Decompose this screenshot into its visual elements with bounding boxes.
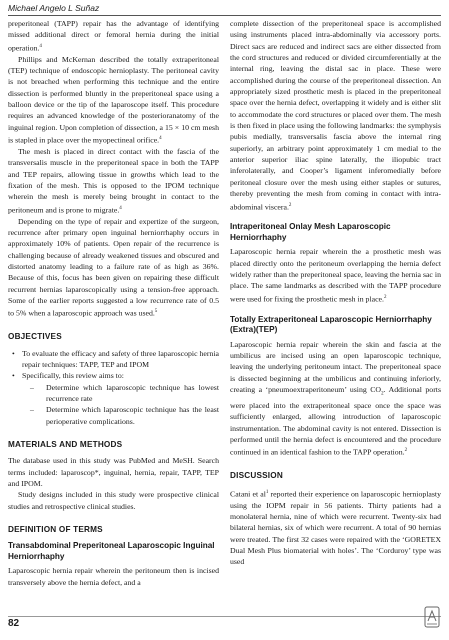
page-number: 82 <box>8 618 20 629</box>
sub-objectives-list <box>22 382 219 427</box>
header-rule <box>8 15 441 16</box>
paragraph: Laparoscopic hernia repair wherein the peritoneum then is incised transversely above the hernia defect, and a <box>8 566 219 587</box>
publisher-logo-icon <box>424 606 440 628</box>
methods-heading: MATERIALS AND METHODS <box>8 440 123 450</box>
list-item: • To evaluate the efficacy and safety of three laparoscopic hernia repair techniques: TAPP, TEP and IPOM <box>22 348 219 371</box>
definition-heading: DEFINITION OF TERMS <box>8 525 103 535</box>
ipom-subheading: Intraperitoneal Onlay Mesh Laparoscopic Herniorrhaphy <box>230 222 391 242</box>
discussion-heading: DISCUSSION <box>230 471 283 481</box>
list-item: – Determine which laparoscopic technique has the least perioperative complications. <box>46 404 219 427</box>
tapp-subheading: Transabdominal Preperitoneal Laparoscopic Inguinal Herniorrhaphy <box>8 541 215 561</box>
paragraph: Laparoscopic hernia repair wherein the skin and fascia at the umbilicus are incised using an open laparoscopic technique, leaving the underlying peritoneum intact. The preperitoneal space is dissected beginning at the umbilicus and continuing inferiorly, creating a ‘pneumoextraperitoneum’ using $CO_2$. Additional ports were placed into the extraperitoneal space once the space was sufficiently enlarged, allowing introduction of laparoscopic instrumentation. The abdominal cavity is not entered. Dissection is performed until the hernia defect is encountered and the procedure continued in an identical fashion to the TAPP operation.$^2$ <box>230 339 441 457</box>
paragraph: Depending on the type of repair and expertize of the surgeon, recurrence after primary open inguinal herniorrhaphy occurs in approximately 10% of patients. Open repair of the recurrence is challenging because of already weakened tissues and obscured and distorted anatomy leading to a failure rate of as high as 36%. Because of this, focus has been given on repairing these difficult recurrent hernias laparoscopically using a tension-free approach. Some of the earlier reports suggested a low recurrence rate of 0.5 to 5% when a laparoscopic approach was used.$^5$ <box>8 216 219 318</box>
list-item: – Determine which laparoscopic technique has lowest recurrence rate <box>46 382 219 405</box>
paragraph: The database used in this study was PubMed and MeSH. Search terms included: laparoscop*, inguinal, hernia, repair, TAPP, TEP and IPOM. <box>8 456 219 489</box>
running-header-author: Michael Angelo L Suñaz <box>8 3 100 13</box>
paragraph: complete dissection of the preperitoneal space is accomplished using instruments placed intra-abdominally via accessory ports. Direct sacs are reduced and indirect sacs are either dissected from the cord structures and reduced or divided circumferentially at the internal ring, leaving the distal sac in place. These were accomplished during the course of the preperitoneal dissection. An appropriately sized prosthetic mesh is placed in the preperitoneal space over the hernia defect, overlapping it widely and is either slit to accommodate the cord structures or placed over them. The mesh is then fixed in place using the following landmarks: the symphysis pubis medially, transversalis fascia above the internal ring superiorly, an arbitrary point approximately 1 cm medial to the anterior superior iliac spine laterally, the iliopubic tract inferolaterally, and Cooper’s ligament inferomedially before peritoneal closure over the mesh using either staples or sutures, thereby preventing the mesh from coming in contact with intra-abdominal viscera.$^2$ <box>230 19 441 212</box>
objectives-heading: OBJECTIVES <box>8 332 62 342</box>
right-column <box>230 18 441 568</box>
paragraph: Phillips and McKernan described the totally extraperitoneal (TEP) technique of endoscopic hernioplasty. The peritoneal cavity is not breached when performing this technique and the entire dissection is performed bluntly in the preperitoneal space using a balloon device or the tip of the laparoscope itself. This procedure requires an advanced knowledge of the posterioranatomy of the inguinal region. Upon completion of dissection, a 15 × 10 cm mesh is stapled in place over the myopectineal orifice.$^4$ <box>8 54 219 145</box>
left-column <box>8 18 219 588</box>
paragraph: Catani et $al^1$ reported their experience on laparoscopic hernioplasty using the IOPM repair in 56 patients. Thirty patients had a monolateral hernia, nine of which were recurrent. Twenty-six had bilateral hernias, six of which were recurrent. A total of 90 hernias were treated. The first 32 cases were repaired with the ‘GORETEX Dual Mesh Plus biomaterial with holes’. The ‘Corduroy’ type was used <box>230 489 441 567</box>
paragraph: preperitoneal (TAPP) repair has the advantage of identifying missed additional direct or femoral hernia during the initial operation.$^4$ <box>8 19 219 53</box>
paragraph: Study designs included in this study were prospective clinical studies and retrospective clinical studies. <box>8 490 219 511</box>
objectives-list <box>8 348 219 427</box>
paragraph: The mesh is placed in direct contact with the fascia of the transversalis muscle in the preperitoneal space in both the TAPP and TEP repairs, allowing tissue in growths which lead to the fixation of the mesh. This is opposed to the IPOM technique wherein the mesh is merely being brought in contact to the peritoneum and is prone to migrate.$^4$ <box>8 146 219 215</box>
paragraph: Laparoscopic hernia repair wherein the a prosthetic mesh was placed directly onto the peritoneum overlapping the hernia defect widely rather than the preperitoneal space, leaving the hernia sac in place. The same landmarks as described with the TAPP procedure were used for fixing the prosthetic mesh in place.$^2$ <box>230 247 441 304</box>
list-item: • Specifically, this review aims to: – Determine which laparoscopic technique has lowest recurrence rate – Determine which laparoscopic technique has the least perioperative complications. <box>22 370 219 427</box>
tep-subheading: Totally Extraperitoneal Laparoscopic Herniorrhaphy (Extra)(TEP) <box>230 314 432 335</box>
footer-rule <box>8 616 441 617</box>
